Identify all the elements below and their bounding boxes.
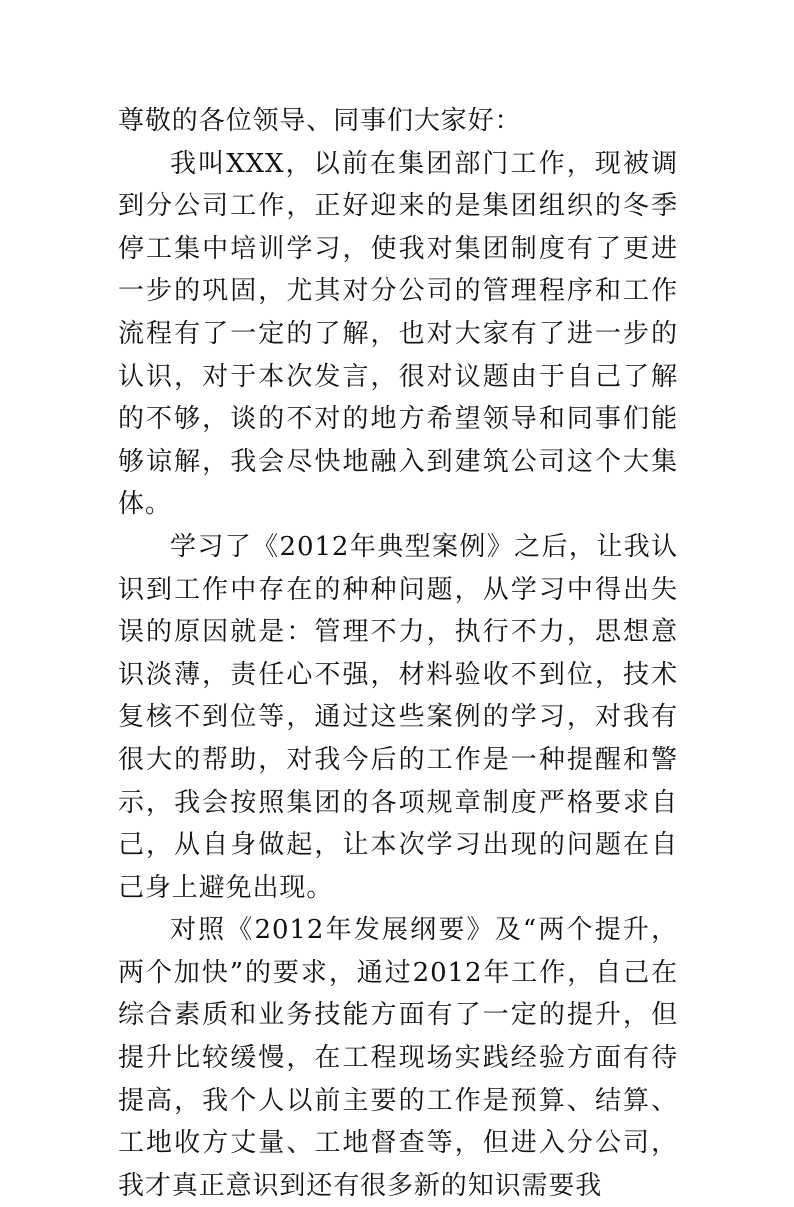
paragraph-introduction: 我叫XXX，以前在集团部门工作，现被调到分公司工作，正好迎来的是集团组织的冬季停工集中培训学习，使我对集团制度有了更进一步的巩固，尤其对分公司的管理程序和工作流程有了一定的了解，也对大家有了进一步的认识，对于本次发言，很对议题由于自己了解的不够，谈的不对的地方希望领导和同事们能够谅解，我会尽快地融入到建筑公司这个大集体。 <box>118 148 678 520</box>
paragraph-case-study-reflection: 学习了《2012年典型案例》之后，让我认识到工作中存在的种种问题，从学习中得出失误的原因就是：管理不力，执行不力，思想意识淡薄，责任心不强，材料验收不到位，技术复核不到位等，通过这些案例的学习，对我有很大的帮助，对我今后的工作是一种提醒和警示，我会按照集团的各项规章制度严格要求自己，从自身做起，让本次学习出现的问题在自己身上避免出现。 <box>118 531 678 903</box>
greeting-line: 尊敬的各位领导、同事们大家好： <box>118 106 522 136</box>
document-body <box>118 100 678 1207</box>
paragraph-development-outline: 对照《2012年发展纲要》及“两个提升，两个加快”的要求，通过2012年工作，自己在综合素质和业务技能方面有了一定的提升，但提升比较缓慢，在工程现场实践经验方面有待提高，我个人以前主要的工作是预算、结算、工地收方丈量、工地督查等，但进入分公司，我才真正意识到还有很多新的知识需要我 <box>118 915 678 1201</box>
